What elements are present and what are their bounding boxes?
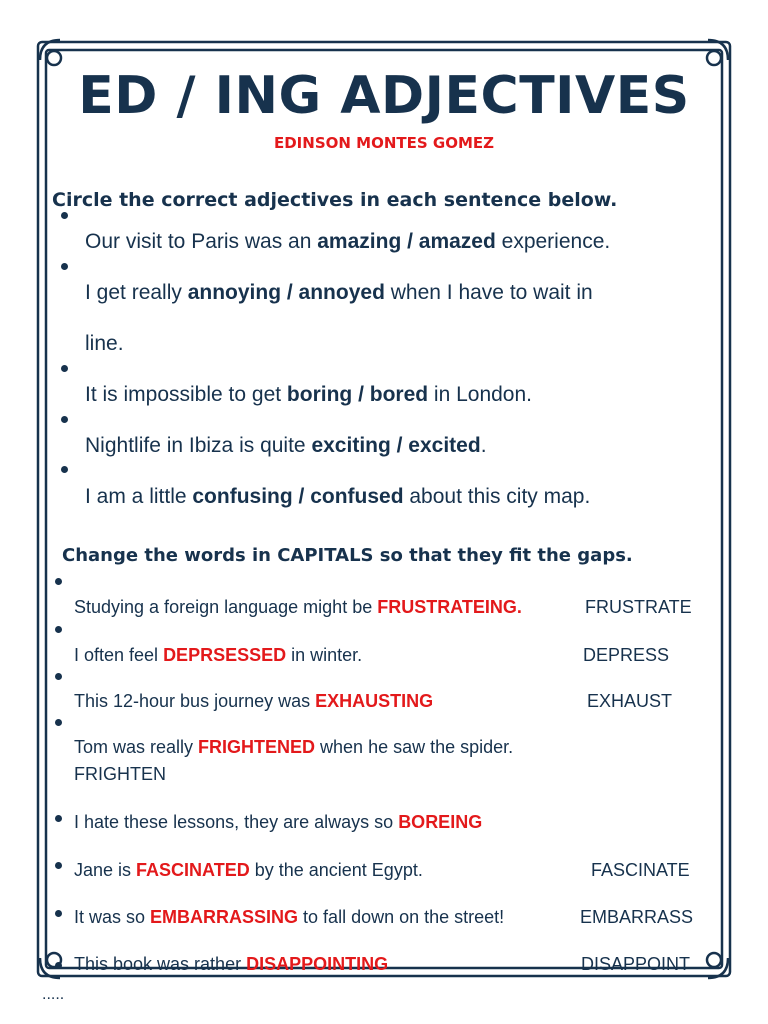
section1-instruction: Circle the correct adjectives in each sentence below. bbox=[52, 189, 618, 211]
answer: FRUSTRATEING. bbox=[377, 597, 522, 617]
page-title: ED / ING ADJECTIVES bbox=[78, 66, 690, 126]
exercise1-item-continued: line. bbox=[85, 332, 124, 355]
bullet-icon bbox=[55, 719, 62, 726]
answer: BOREING bbox=[398, 812, 483, 832]
adjective-choice: amazing / amazed bbox=[317, 230, 496, 253]
bullet-icon bbox=[61, 263, 68, 270]
exercise2-item: This 12-hour bus journey was EXHAUSTING bbox=[74, 691, 434, 711]
capital-word: EMBARRASS bbox=[580, 907, 694, 927]
answer: EMBARRASSING bbox=[150, 907, 299, 927]
bullet-icon bbox=[55, 962, 62, 969]
adjective-choice: exciting / excited bbox=[311, 434, 481, 457]
exercise2-item: Tom was really FRIGHTENED when he saw the spider. bbox=[74, 737, 514, 757]
bullet-icon bbox=[55, 862, 62, 869]
exercise1-item: I get really annoying / annoyed when I have to wait in bbox=[85, 281, 593, 304]
bullet-icon bbox=[61, 212, 68, 219]
author-name: EDINSON MONTES GOMEZ bbox=[273, 134, 494, 152]
capital-word: DEPRESS bbox=[583, 645, 670, 665]
adjective-choice: confusing / confused bbox=[192, 485, 404, 508]
answer: DISAPPOINTING bbox=[246, 954, 389, 974]
adjective-choice: annoying / annoyed bbox=[187, 281, 385, 304]
exercise2-item: I often feel DEPRSESSED in winter. bbox=[74, 645, 363, 665]
bullet-icon bbox=[61, 466, 68, 473]
bullet-icon bbox=[55, 673, 62, 680]
bullet-icon bbox=[61, 365, 68, 372]
exercise2-item: Studying a foreign language might be FRUSTRATEING. bbox=[74, 597, 522, 617]
exercise2-item: Jane is FASCINATED by the ancient Egypt. bbox=[74, 860, 423, 880]
answer: FASCINATED bbox=[136, 860, 250, 880]
bullet-icon bbox=[55, 910, 62, 917]
bullet-icon bbox=[61, 416, 68, 423]
exercise1-item: I am a little confusing / confused about this city map. bbox=[85, 485, 591, 508]
capital-word: FASCINATE bbox=[591, 860, 690, 880]
exercise1-item: Our visit to Paris was an amazing / amazed experience. bbox=[85, 230, 611, 253]
exercise2-item: This book was rather DISAPPOINTING bbox=[74, 954, 389, 974]
bullet-icon bbox=[55, 578, 62, 585]
capital-word: FRIGHTEN bbox=[74, 764, 166, 784]
exercise1-item: Nightlife in Ibiza is quite exciting / excited. bbox=[85, 434, 487, 457]
capital-word: EXHAUST bbox=[587, 691, 673, 711]
bullet-icon bbox=[55, 815, 62, 822]
exercise2-item: It was so EMBARRASSING to fall down on the street! bbox=[74, 907, 505, 927]
answer: EXHAUSTING bbox=[315, 691, 434, 711]
bullet-icon bbox=[55, 626, 62, 633]
answer: FRIGHTENED bbox=[198, 737, 316, 757]
capital-word: FRUSTRATE bbox=[585, 597, 692, 617]
exercise1-item: It is impossible to get boring / bored in London. bbox=[85, 383, 533, 406]
section2-instruction: Change the words in CAPITALS so that they fit the gaps. bbox=[62, 545, 633, 566]
adjective-choice: boring / bored bbox=[286, 383, 429, 406]
capital-word: DISAPPOINT bbox=[581, 954, 691, 974]
answer: DEPRSESSED bbox=[163, 645, 287, 665]
exercise2-item: I hate these lessons, they are always so BOREING bbox=[74, 812, 483, 832]
footer-dots: ..... bbox=[42, 986, 65, 1003]
